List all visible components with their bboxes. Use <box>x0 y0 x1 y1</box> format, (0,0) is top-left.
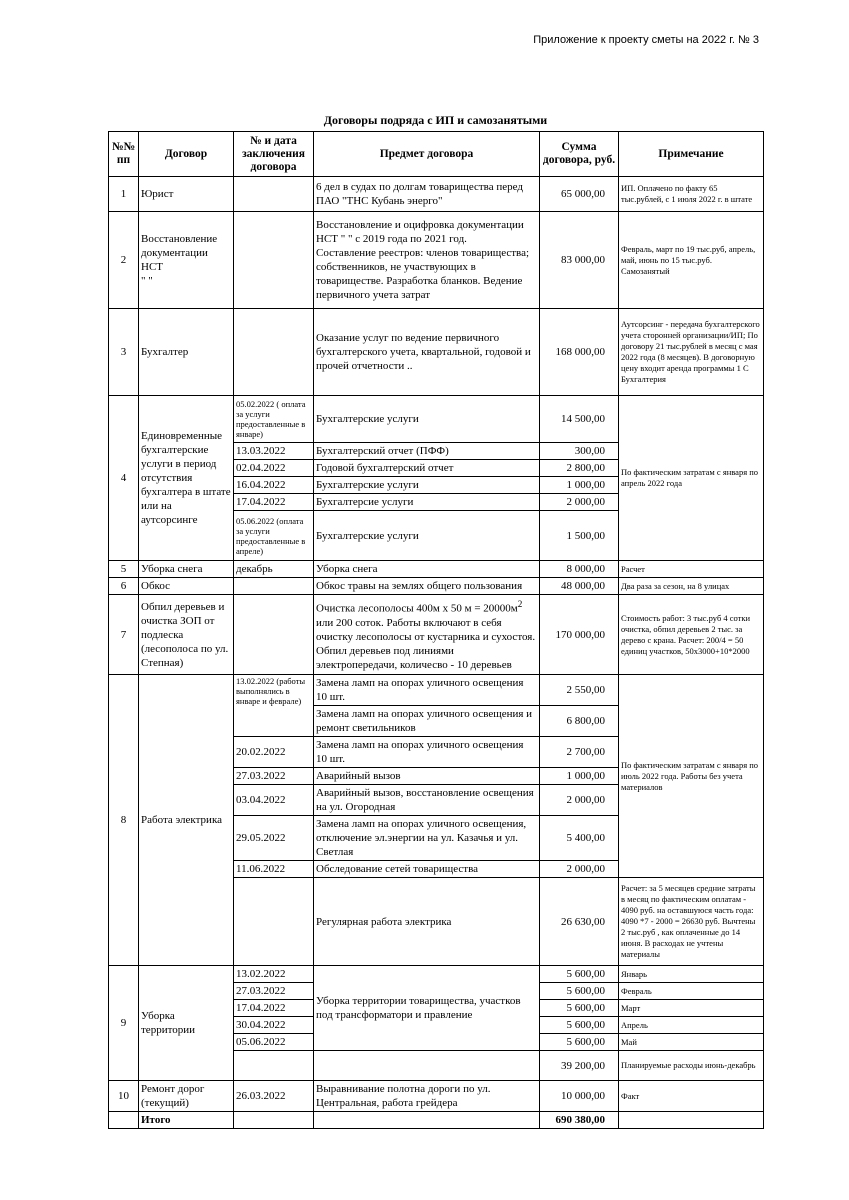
header-note: Приложение к проекту сметы на 2022 г. № 3 <box>533 34 759 46</box>
document-title: Договоры подряда с ИП и самозанятыми <box>323 113 548 127</box>
row-note: По фактическим затратам с января по июль 2022 года. Работы без учета материалов <box>619 675 764 878</box>
row-sum: 1 000,00 <box>540 768 619 785</box>
total-empty <box>314 1112 540 1129</box>
row-date: 29.05.2022 <box>234 816 314 861</box>
row-date <box>234 595 314 675</box>
row-date: декабрь <box>234 561 314 578</box>
row-date: 26.03.2022 <box>234 1081 314 1112</box>
row-sum: 2 000,00 <box>540 494 619 511</box>
row-note: Апрель <box>619 1017 764 1034</box>
row-subject: Годовой бухгалтерский отчет <box>314 460 540 477</box>
row-subject-line: Составление реестров: членов товарищества; собственников, не участвующих в товариществе. Разработка бланков. Ведение первичного учета затрат <box>316 247 530 301</box>
row-subject: 6 дел в судах по долгам товарищества перед ПАО "ТНС Кубань энерго" <box>314 177 540 212</box>
row-contract: Уборка территории <box>139 966 234 1081</box>
row-num: 1 <box>109 177 139 212</box>
row-contract: Обкос <box>139 578 234 595</box>
table-row <box>109 595 764 675</box>
row-subject: Регулярная работа электрика <box>314 878 540 966</box>
col-header-num: №№ пп <box>109 132 139 177</box>
total-num <box>109 1112 139 1129</box>
row-num: 4 <box>109 396 139 561</box>
row-date: 05.06.2022 <box>234 1034 314 1051</box>
table-row <box>109 966 764 983</box>
row-date: 13.02.2022 (работы выполнялись в январе и феврале) <box>234 675 314 737</box>
total-sum: 690 380,00 <box>540 1112 619 1129</box>
row-subject: Замена ламп на опорах уличного освещения и ремонт светильников <box>314 706 540 737</box>
table-row <box>109 561 764 578</box>
row-date: 05.02.2022 ( оплата за услуги предоставленные в январе) <box>234 396 314 443</box>
row-sum: 26 630,00 <box>540 878 619 966</box>
table-row <box>109 578 764 595</box>
row-num: 7 <box>109 595 139 675</box>
row-subject: Бухгалтерские услуги <box>314 396 540 443</box>
row-sum: 2 550,00 <box>540 675 619 706</box>
row-date <box>234 578 314 595</box>
row-date: 16.04.2022 <box>234 477 314 494</box>
row-date: 27.03.2022 <box>234 983 314 1000</box>
row-subject: Бухгалтерский отчет (ПФФ) <box>314 443 540 460</box>
row-sum: 5 400,00 <box>540 816 619 861</box>
row-sum: 5 600,00 <box>540 1017 619 1034</box>
row-subject <box>314 212 540 309</box>
row-subject: Аварийный вызов, восстановление освещения на ул. Огородная <box>314 785 540 816</box>
row-subject-text: или 200 соток. Работы включают в себя очистку лесополосы от кустарника и сухостоя. Обпил деревьев под линиями электропередачи, количесво - 10 деревьев <box>316 616 536 671</box>
row-note: Факт <box>619 1081 764 1112</box>
col-header-date: № и дата заключения договора <box>234 132 314 177</box>
row-contract: Обпил деревьев и очистка ЗОП от подлеска (лесополоса по ул. Степная) <box>139 595 234 675</box>
row-note: ИП. Оплачено по факту 65 тыс.рублей, с 1 июля 2022 г. в штате <box>619 177 764 212</box>
row-contract <box>139 212 234 309</box>
table-header-row <box>109 132 764 177</box>
row-subject-line: Восстановление и оцифровка документации НСТ " " с 2019 года по 2021 год. <box>316 219 524 245</box>
table-row <box>109 1081 764 1112</box>
row-sum: 168 000,00 <box>540 309 619 396</box>
row-note: Два раза за сезон, на 8 улицах <box>619 578 764 595</box>
col-header-contract: Договор <box>139 132 234 177</box>
col-header-subject: Предмет договора <box>314 132 540 177</box>
row-sum: 2 000,00 <box>540 861 619 878</box>
row-contract: Бухгалтер <box>139 309 234 396</box>
table-row <box>109 177 764 212</box>
row-note: Март <box>619 1000 764 1017</box>
row-subject: Бухгалтерсие услуги <box>314 494 540 511</box>
col-header-sum: Сумма договора, руб. <box>540 132 619 177</box>
row-date <box>234 878 314 966</box>
row-note <box>619 878 764 966</box>
row-sum: 65 000,00 <box>540 177 619 212</box>
row-note: Расчет <box>619 561 764 578</box>
row-sum: 48 000,00 <box>540 578 619 595</box>
row-num: 2 <box>109 212 139 309</box>
row-contract: Ремонт дорог (текущий) <box>139 1081 234 1112</box>
row-note: Февраль <box>619 983 764 1000</box>
row-date: 27.03.2022 <box>234 768 314 785</box>
row-contract: Уборка снега <box>139 561 234 578</box>
row-note: Май <box>619 1034 764 1051</box>
row-date: 13.02.2022 <box>234 966 314 983</box>
row-date: 20.02.2022 <box>234 737 314 768</box>
table-row <box>109 396 764 443</box>
row-subject: Замена ламп на опорах уличного освещения, отключение эл.энергии на ул. Казачья и ул. Светлая <box>314 816 540 861</box>
row-sum: 2 000,00 <box>540 785 619 816</box>
table-row <box>109 309 764 396</box>
row-contract: Работа электрика <box>139 675 234 966</box>
row-contract: Единовременные бухгалтерские услуги в период отсутствия бухгалтера в штате или на аутсорсинге <box>139 396 234 561</box>
row-sum: 83 000,00 <box>540 212 619 309</box>
row-subject: Обкос травы на землях общего пользования <box>314 578 540 595</box>
row-contract-line: Восстановление документации НСТ <box>141 233 218 273</box>
row-note: Февраль, март по 19 тыс.руб, апрель, май, июнь по 15 тыс.руб. Самозанятый <box>619 212 764 309</box>
row-date: 05.06.2022 (оплата за услуги предоставленные в апреле) <box>234 511 314 561</box>
row-num: 10 <box>109 1081 139 1112</box>
row-sum: 39 200,00 <box>540 1051 619 1081</box>
row-sum: 5 600,00 <box>540 966 619 983</box>
row-date: 03.04.2022 <box>234 785 314 816</box>
row-date <box>234 177 314 212</box>
contracts-table <box>108 131 764 1129</box>
row-subject: Бухгалтерские услуги <box>314 511 540 561</box>
total-empty <box>234 1112 314 1129</box>
row-date: 30.04.2022 <box>234 1017 314 1034</box>
row-sum: 2 700,00 <box>540 737 619 768</box>
row-subject: Выравнивание полотна дороги по ул. Центральная, работа грейдера <box>314 1081 540 1112</box>
row-date <box>234 309 314 396</box>
row-subject: Замена ламп на опорах уличного освещения 10 шт. <box>314 675 540 706</box>
superscript: 2 <box>517 599 523 610</box>
row-sum: 300,00 <box>540 443 619 460</box>
row-subject: Уборка территории товарищества, участков под трансформатори и правление <box>314 966 540 1051</box>
row-subject: Обследование сетей товарищества <box>314 861 540 878</box>
col-header-note: Примечание <box>619 132 764 177</box>
row-sum: 6 800,00 <box>540 706 619 737</box>
table-row <box>109 212 764 309</box>
row-subject-text: Очистка лесополосы 400м х 50 м = 20000м <box>316 602 518 615</box>
table-row <box>109 675 764 706</box>
row-note: Январь <box>619 966 764 983</box>
row-subject: Уборка снега <box>314 561 540 578</box>
row-sum: 5 600,00 <box>540 1000 619 1017</box>
row-date: 02.04.2022 <box>234 460 314 477</box>
row-note: Аутсорсинг - передача бухгалтерского учета сторонней организации/ИП; По договору 21 тыс.рублей в месяц с мая 2022 года (8 месяцев). В договорную цену входит аренда программы 1 С Бухгалтерия <box>619 309 764 396</box>
row-sum: 10 000,00 <box>540 1081 619 1112</box>
row-contract: Юрист <box>139 177 234 212</box>
row-subject <box>314 595 540 675</box>
total-empty <box>619 1112 764 1129</box>
row-sum: 14 500,00 <box>540 396 619 443</box>
row-date: 17.04.2022 <box>234 1000 314 1017</box>
row-note: Стоимость работ: 3 тыс.руб 4 сотки очистка, обпил деревьев 2 тыс. за дерево с крана. Расчет: 200/4 = 50 единиц участков, 50х3000+10*2000 <box>619 595 764 675</box>
total-label: Итого <box>139 1112 234 1129</box>
row-sum: 8 000,00 <box>540 561 619 578</box>
row-contract-line: " " <box>141 275 153 287</box>
row-sum: 170 000,00 <box>540 595 619 675</box>
row-subject: Оказание услуг по ведение первичного бухгалтерского учета, квартальной, годовой и прочей отчетности .. <box>314 309 540 396</box>
row-subject: Аварийный вызов <box>314 768 540 785</box>
row-date <box>234 212 314 309</box>
row-sum: 1 500,00 <box>540 511 619 561</box>
row-subject: Бухгалтерские услуги <box>314 477 540 494</box>
row-num: 6 <box>109 578 139 595</box>
row-date: 17.04.2022 <box>234 494 314 511</box>
row-note: Планируемые расходы июнь-декабрь <box>619 1051 764 1081</box>
row-num: 9 <box>109 966 139 1081</box>
row-date <box>234 1051 314 1081</box>
row-num: 5 <box>109 561 139 578</box>
row-sum: 1 000,00 <box>540 477 619 494</box>
row-subject <box>314 1051 540 1081</box>
row-date: 13.03.2022 <box>234 443 314 460</box>
row-sum: 5 600,00 <box>540 983 619 1000</box>
row-date: 11.06.2022 <box>234 861 314 878</box>
total-row <box>109 1112 764 1129</box>
row-sum: 5 600,00 <box>540 1034 619 1051</box>
row-note-text: Расчет: за 5 месяцев средние затраты в месяц по фактическим оплатам - 4090 руб. на оставшуюся часть года: 4090 *7 - 2000 = 26630 руб. Вычтены 2 тыс.руб , как оплаченные до 14 июня. В расходах не учтены материалы <box>621 883 756 959</box>
row-note: По фактическим затратам с января по апрель 2022 года <box>619 396 764 561</box>
row-num: 3 <box>109 309 139 396</box>
row-subject: Замена ламп на опорах уличного освещения 10 шт. <box>314 737 540 768</box>
row-sum: 2 800,00 <box>540 460 619 477</box>
row-num: 8 <box>109 675 139 966</box>
